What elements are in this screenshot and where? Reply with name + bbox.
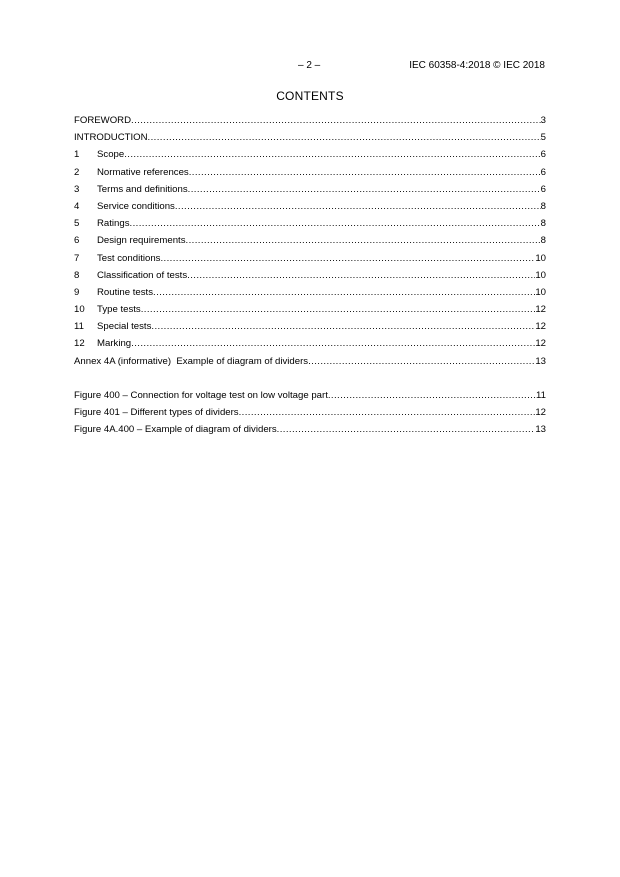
dot-leader xyxy=(160,250,535,267)
dot-leader xyxy=(188,181,541,198)
toc-entry-number: 5 xyxy=(74,218,80,230)
toc-entry-title: Annex 4A (informative) Example of diagram of dividers xyxy=(74,355,309,367)
toc-entry-page: 10 xyxy=(535,286,546,298)
toc-entry-title: Normative references xyxy=(97,166,189,178)
toc-entry-title: Service conditions xyxy=(97,200,175,212)
toc-entry-title: Design requirements xyxy=(97,235,186,247)
toc-entry-number: 7 xyxy=(74,252,80,264)
dot-leader xyxy=(175,198,541,215)
dot-leader xyxy=(239,404,536,421)
toc-entry-number: 3 xyxy=(74,183,80,195)
dot-leader xyxy=(131,335,535,352)
dot-leader xyxy=(277,421,536,438)
toc-entry-title: Figure 401 – Different types of dividers xyxy=(74,407,239,418)
toc-entry[interactable] xyxy=(74,318,546,335)
toc-entry[interactable] xyxy=(74,129,546,146)
toc-entry-number: 12 xyxy=(74,338,85,350)
toc-entry-title: Figure 400 – Connection for voltage test on low voltage part xyxy=(74,389,328,401)
dot-leader xyxy=(308,353,535,370)
toc-entry-title: Terms and definitions xyxy=(97,183,188,195)
toc-spacer xyxy=(74,370,546,387)
toc-entry[interactable] xyxy=(74,198,546,215)
table-of-contents xyxy=(74,112,546,438)
document-reference: IEC 60358-4:2018 © IEC 2018 xyxy=(409,60,545,71)
dot-leader xyxy=(148,129,541,146)
toc-entry[interactable] xyxy=(74,215,546,232)
toc-entry-page: 12 xyxy=(535,304,546,316)
toc-entry-number: 6 xyxy=(74,235,80,247)
toc-entry[interactable] xyxy=(74,267,546,284)
toc-entry-title: FOREWORD xyxy=(74,115,132,126)
toc-entry-title: Classification of tests xyxy=(97,269,188,281)
toc-entry-number: 8 xyxy=(74,269,80,281)
toc-entry-page: 10 xyxy=(535,269,546,281)
toc-entry-page: 13 xyxy=(535,424,546,436)
toc-entry-page: 13 xyxy=(535,355,546,367)
toc-entry-number: 11 xyxy=(74,321,84,333)
dot-leader xyxy=(187,267,535,284)
toc-entry-page: 12 xyxy=(535,321,546,333)
toc-entry[interactable] xyxy=(74,284,546,301)
toc-entries xyxy=(74,112,546,370)
toc-entry-page: 3 xyxy=(540,115,546,126)
toc-entry[interactable] xyxy=(74,353,546,370)
toc-entry-page: 6 xyxy=(540,166,546,178)
toc-entry[interactable] xyxy=(74,250,546,267)
toc-entry-page: 8 xyxy=(540,235,546,247)
toc-entry-number: 1 xyxy=(74,149,80,161)
toc-entry-page: 6 xyxy=(540,183,546,195)
toc-entry-page: 12 xyxy=(535,338,546,350)
toc-entry[interactable] xyxy=(74,146,546,163)
toc-entry-number: 2 xyxy=(74,166,80,178)
toc-entry-title: Type tests xyxy=(97,304,141,316)
toc-entry-page: 6 xyxy=(540,149,546,161)
toc-entry-number: 4 xyxy=(74,200,80,212)
toc-entry[interactable] xyxy=(74,301,546,318)
toc-entry-page: 8 xyxy=(540,200,546,212)
dot-leader xyxy=(130,215,541,232)
toc-entry-title: Routine tests xyxy=(97,286,153,298)
toc-entry-page: 8 xyxy=(540,218,546,230)
toc-entry[interactable] xyxy=(74,404,546,421)
toc-entry[interactable] xyxy=(74,232,546,249)
dot-leader xyxy=(189,164,541,181)
toc-entry-page: 5 xyxy=(540,132,546,144)
dot-leader xyxy=(131,112,541,129)
toc-entry-title: Ratings xyxy=(97,218,130,230)
toc-entry[interactable] xyxy=(74,112,546,129)
page-number: – 2 – xyxy=(298,60,321,71)
toc-entry[interactable] xyxy=(74,181,546,198)
dot-leader xyxy=(151,318,535,335)
dot-leader xyxy=(186,232,541,249)
dot-leader xyxy=(141,301,536,318)
figure-list xyxy=(74,387,546,439)
toc-entry-title: INTRODUCTION xyxy=(74,132,148,144)
contents-title: CONTENTS xyxy=(276,89,344,103)
toc-entry-page: 10 xyxy=(535,252,546,264)
toc-entry-page: 12 xyxy=(535,407,546,418)
dot-leader xyxy=(124,146,540,163)
toc-entry[interactable] xyxy=(74,164,546,181)
toc-entry[interactable] xyxy=(74,421,546,438)
toc-entry-title: Figure 4A.400 – Example of diagram of dividers xyxy=(74,424,277,436)
toc-entry-title: Scope xyxy=(97,149,125,161)
toc-entry-number: 10 xyxy=(74,304,85,316)
toc-entry-title: Marking xyxy=(97,338,132,350)
toc-entry[interactable] xyxy=(74,335,546,352)
toc-entry[interactable] xyxy=(74,387,546,404)
dot-leader xyxy=(153,284,535,301)
toc-entry-page: 11 xyxy=(536,389,546,401)
toc-entry-title: Special tests xyxy=(97,321,152,333)
dot-leader xyxy=(328,387,536,404)
toc-entry-title: Test conditions xyxy=(97,252,161,264)
toc-entry-number: 9 xyxy=(74,286,80,298)
